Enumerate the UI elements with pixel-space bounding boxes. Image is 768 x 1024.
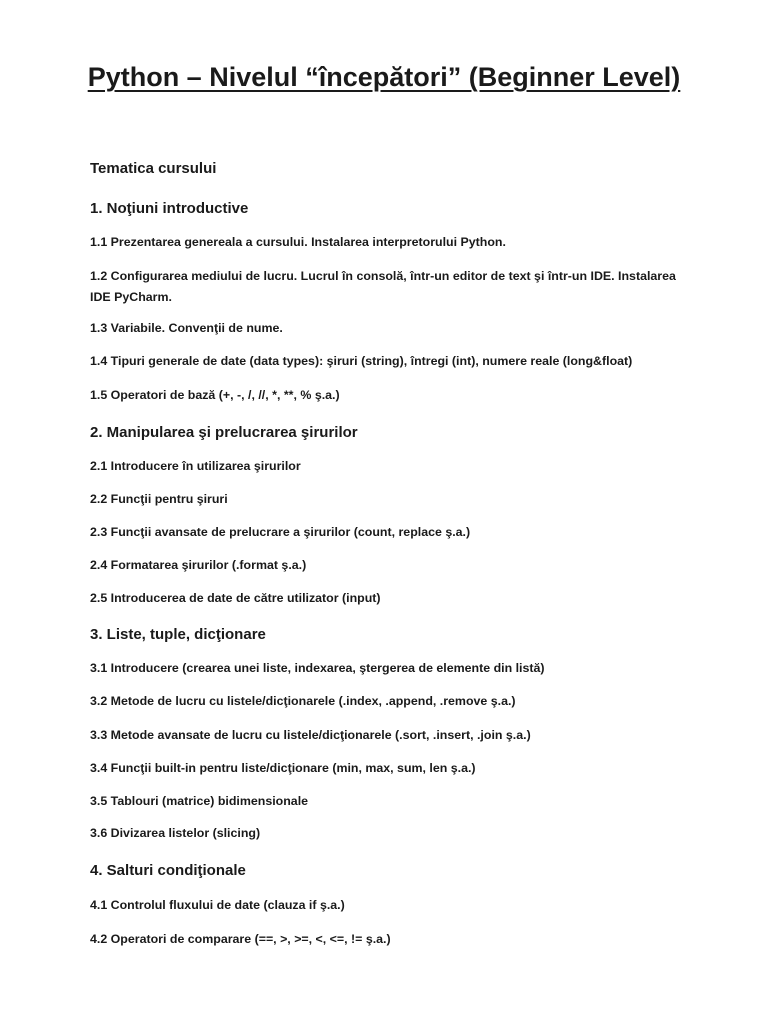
- section-1: [90, 200, 690, 402]
- list-item: 3.3 Metode avansate de lucru cu listele/dicţionarele (.sort, .insert, .join ş.a.): [90, 728, 531, 742]
- list-item: 2.1 Introducere în utilizarea şirurilor: [90, 459, 301, 473]
- list-item: 1.5 Operatori de bază (+, -, /, //, *, **, % ş.a.): [90, 388, 340, 402]
- list-item: 1.1 Prezentarea genereala a cursului. Instalarea interpretorului Python.: [90, 235, 506, 249]
- section-title: 4. Salturi condiţionale: [90, 862, 246, 879]
- section-3: [90, 626, 690, 840]
- section-title: 2. Manipularea şi prelucrarea şirurilor: [90, 424, 358, 441]
- section-4: [90, 862, 690, 946]
- list-item: 4.1 Controlul fluxului de date (clauza if ş.a.): [90, 898, 345, 912]
- page-title: Python – Nivelul “începători” (Beginner Level): [87, 62, 681, 92]
- list-item: 1.4 Tipuri generale de date (data types): şiruri (string), întregi (int), numere reale (long&float): [90, 354, 633, 368]
- course-topics-heading: Tematica cursului: [90, 160, 217, 177]
- list-item: 2.2 Funcţii pentru şiruri: [90, 492, 228, 506]
- list-item: 3.1 Introducere (crearea unei liste, indexarea, ştergerea de elemente din listă): [90, 661, 545, 675]
- section-title: 3. Liste, tuple, dicţionare: [90, 626, 266, 643]
- section-2: [90, 424, 690, 605]
- list-item: 3.5 Tablouri (matrice) bidimensionale: [90, 794, 309, 808]
- list-item: 2.4 Formatarea şirurilor (.format ş.a.): [90, 558, 307, 572]
- list-item: 4.2 Operatori de comparare (==, >, >=, <, <=, != ş.a.): [90, 932, 391, 946]
- list-item: 3.6 Divizarea listelor (slicing): [90, 826, 261, 840]
- list-item: 2.3 Funcţii avansate de prelucrare a şirurilor (count, replace ş.a.): [90, 525, 471, 539]
- list-item: 2.5 Introducerea de date de către utilizator (input): [90, 591, 381, 605]
- list-item: 3.2 Metode de lucru cu listele/dicţionarele (.index, .append, .remove ş.a.): [90, 694, 516, 708]
- list-item: 3.4 Funcţii built-in pentru liste/dicţionare (min, max, sum, len ş.a.): [90, 761, 476, 775]
- section-title: 1. Noţiuni introductive: [90, 200, 249, 217]
- list-item: 1.2 Configurarea mediului de lucru. Lucrul în consolă, într-un editor de text şi într-un IDE. Instalarea IDE PyCharm.: [90, 269, 676, 304]
- list-item: 1.3 Variabile. Convenţii de nume.: [90, 321, 283, 335]
